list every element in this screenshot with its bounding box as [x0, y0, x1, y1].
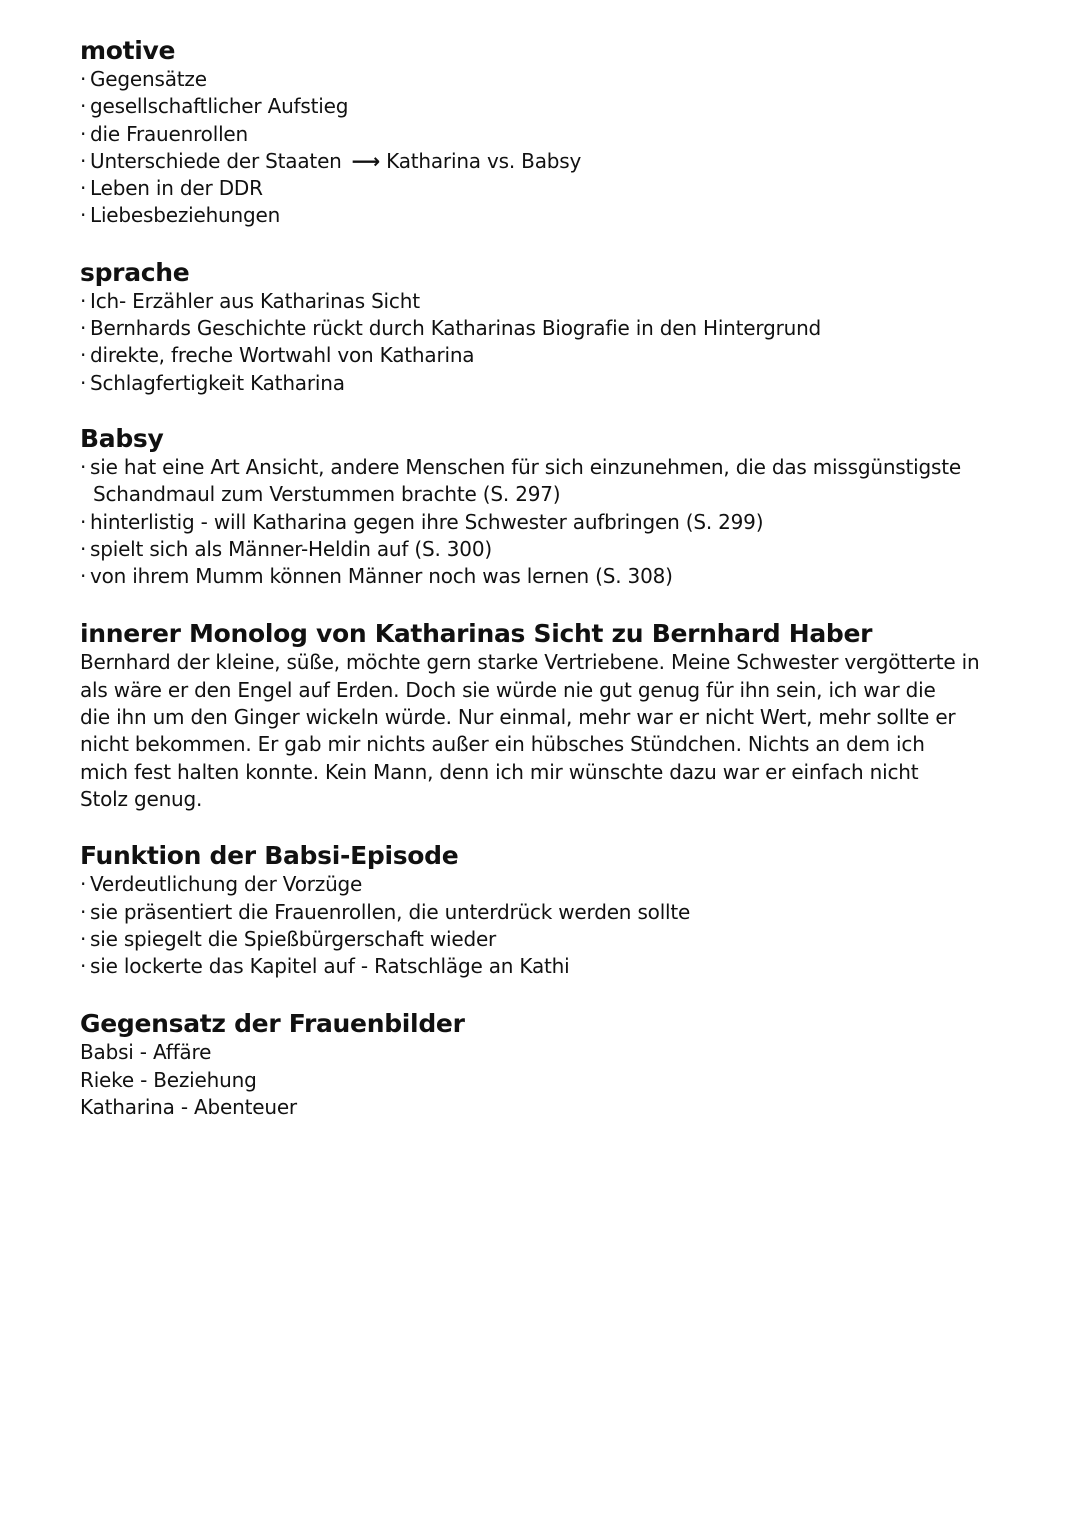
list-item [80, 121, 1020, 148]
section-babsy [80, 424, 1020, 590]
bullet: · [80, 899, 87, 924]
list-item [80, 288, 1020, 315]
list-item-text: hinterlistig - will Katharina gegen ihre Schwester aufbringen (S. 299) [90, 509, 764, 534]
list-item-text: gesellschaftlicher Aufstieg [90, 94, 349, 119]
list-item: Rieke - Beziehung [80, 1067, 257, 1092]
list-item-text: Bernhards Geschichte rückt durch Katharinas Biografie in den Hintergrund [90, 316, 822, 341]
bullet: · [80, 316, 87, 341]
list-item-text: Leben in der DDR [90, 176, 263, 201]
list-item-text: Schlagfertigkeit Katharina [90, 370, 345, 395]
section-title: innerer Monolog von Katharinas Sicht zu Bernhard Haber [80, 619, 873, 649]
section-title: sprache [80, 257, 190, 287]
list-item-text: direkte, freche Wortwahl von Katharina [90, 343, 475, 368]
list-item-text: sie spiegelt die Spießbürgerschaft wieder [90, 926, 497, 951]
list-item [80, 315, 1020, 342]
list-item [80, 871, 1020, 898]
list-item-text: spielt sich als Männer-Heldin auf (S. 300) [90, 536, 492, 561]
arrow-target-text: Katharina vs. Babsy [386, 148, 582, 173]
section-title: motive [80, 36, 176, 65]
list-item [80, 926, 1020, 953]
list-item: Babsi - Affäre [80, 1040, 212, 1065]
list-item [80, 202, 1020, 229]
list-item [80, 509, 1020, 536]
bullet: · [80, 509, 87, 534]
bullet: · [80, 454, 87, 479]
paragraph-line: die ihn um den Ginger wickeln würde. Nur einmal, mehr war er nicht Wert, mehr sollte er [80, 705, 956, 730]
bullet: · [80, 370, 87, 395]
section-title: Funktion der Babsi-Episode [80, 841, 459, 871]
list-item [80, 175, 1020, 202]
list-item-text: Liebesbeziehungen [90, 203, 281, 228]
bullet: · [80, 121, 87, 146]
section-title: Babsy [80, 423, 164, 453]
bullet: · [80, 203, 87, 228]
bullet: · [80, 536, 87, 561]
monolog-paragraph [80, 649, 1000, 813]
list-item [80, 536, 1020, 563]
section-monolog [80, 619, 1020, 813]
bullet: · [80, 872, 87, 897]
list-item [80, 66, 1020, 93]
list-item-continuation: Schandmaul zum Verstummen brachte (S. 297) [93, 482, 561, 507]
list-item-text: sie präsentiert die Frauenrollen, die unterdrück werden sollte [90, 899, 691, 924]
section-title: Gegensatz der Frauenbilder [80, 1009, 465, 1039]
bullet: · [80, 954, 87, 979]
bullet: · [80, 343, 87, 368]
section-motive [80, 36, 1020, 230]
arrow-right-icon: ⟶ [351, 148, 381, 173]
bullet: · [80, 94, 87, 119]
section-gegensatz [80, 1009, 1020, 1121]
paragraph-line: mich fest halten konnte. Kein Mann, denn ich mir wünschte dazu war er einfach nicht [80, 759, 919, 784]
list-item [80, 93, 1020, 120]
list-item [80, 342, 1020, 369]
bullet: · [80, 176, 87, 201]
list-item-text: die Frauenrollen [90, 121, 249, 146]
list-item [80, 148, 1020, 175]
bullet: · [80, 148, 87, 173]
bullet: · [80, 564, 87, 589]
paragraph-line: Stolz genug. [80, 786, 203, 811]
list-item-text: sie lockerte das Kapitel auf - Ratschläge an Kathi [90, 954, 570, 979]
list-item: Katharina - Abenteuer [80, 1095, 297, 1120]
paragraph-line: nicht bekommen. Er gab mir nichts außer ein hübsches Stündchen. Nichts an dem ich [80, 732, 925, 757]
list-item-text: von ihrem Mumm können Männer noch was lernen (S. 308) [90, 564, 673, 589]
document-page [80, 36, 1020, 1121]
list-item [80, 953, 1020, 980]
bullet: · [80, 288, 87, 313]
section-sprache [80, 258, 1020, 397]
list-item-text: Unterschiede der Staaten [90, 148, 342, 173]
list-item [80, 563, 1020, 590]
list-item-text: Ich- Erzähler aus Katharinas Sicht [90, 288, 420, 313]
paragraph-line: Bernhard der kleine, süße, möchte gern starke Vertriebene. Meine Schwester vergötterte in [80, 650, 980, 675]
section-funktion [80, 841, 1020, 980]
list-item [80, 370, 1020, 397]
list-item-text: Gegensätze [90, 67, 207, 91]
list-item [80, 899, 1020, 926]
list-item-text: sie hat eine Art Ansicht, andere Menschen für sich einzunehmen, die das missgünstigste [90, 454, 961, 479]
paragraph-line: als wäre er den Engel auf Erden. Doch sie würde nie gut genug für ihn sein, ich war die [80, 677, 936, 702]
bullet: · [80, 926, 87, 951]
list-item [80, 454, 1020, 481]
bullet: · [80, 67, 87, 91]
list-item-text: Verdeutlichung der Vorzüge [90, 872, 363, 897]
